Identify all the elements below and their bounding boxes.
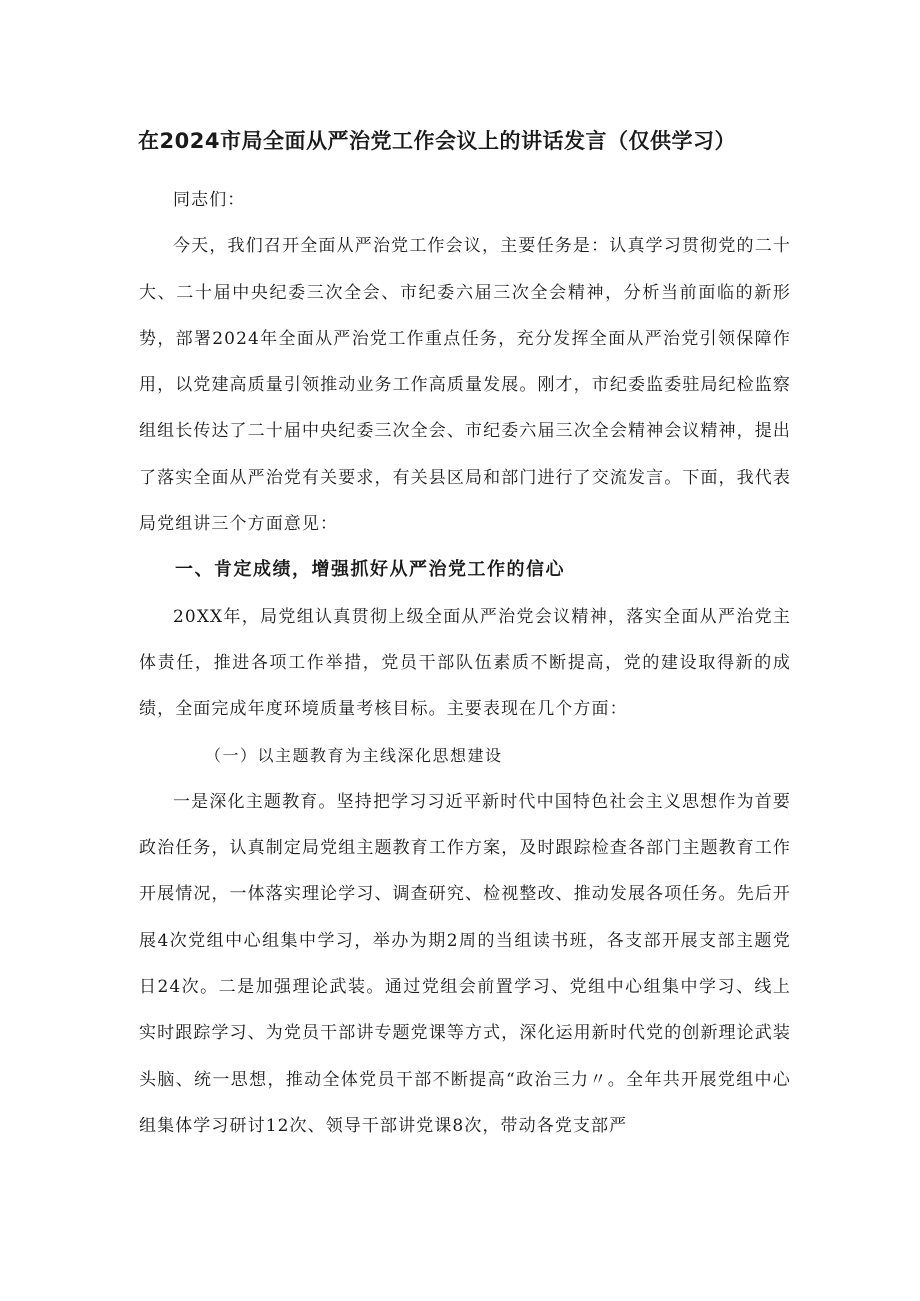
intro-paragraph: 今天，我们召开全面从严治党工作会议，主要任务是：认真学习贯彻党的二十大、二十届中央纪委三次全会、市纪委六届三次全会精神，分析当前面临的新形势，部署2024年全面从严治党工作重点任务，充分发挥全面从严治党引领保障作用，以党建高质量引领推动业务工作高质量发展。刚才，市纪委监委驻局纪检监察组组长传达了二十届中央纪委三次全会、市纪委六届三次全会精神会议精神，提出了落实全面从严治党有关要求，有关县区局和部门进行了交流发言。下面，我代表局党组讲三个方面意见： <box>139 236 791 535</box>
document-body <box>139 177 791 1149</box>
section-paragraph: 20XX年，局党组认真贯彻上级全面从严治党会议精神，落实全面从严治党主体责任，推进各项工作举措，党员干部队伍素质不断提高，党的建设取得新的成绩，全面完成年度环境质量考核目标。主要表现在几个方面： <box>139 606 791 720</box>
subsection-heading: （一）以主题教育为主线深化思想建设 <box>205 745 503 765</box>
salutation: 同志们： <box>173 190 246 210</box>
section-heading: 一、肯定成绩，增强抓好从严治党工作的信心 <box>175 559 565 581</box>
subsection-paragraph: 一是深化主题教育。坚持把学习习近平新时代中国特色社会主义思想作为首要政治任务，认真制定局党组主题教育工作方案，及时跟踪检查各部门主题教育工作开展情况，一体落实理论学习、调查研究、检视整改、推动发展各项任务。先后开展4次党组中心组集中学习，举办为期2周的当组读书班，各支部开展支部主题党日24次。二是加强理论武装。通过党组会前置学习、党组中心组集中学习、线上实时跟踪学习、为党员干部讲专题党课等方式，深化运用新时代党的创新理论武装头脑、统一思想，推动全体党员干部不断提高“政治三力〃。全年共开展党组中心组集体学习研讨12次、领导干部讲党课8次，带动各党支部严 <box>139 791 791 1136</box>
document-title: 在2024市局全面从严治党工作会议上的讲话发言（仅供学习） <box>138 129 736 153</box>
